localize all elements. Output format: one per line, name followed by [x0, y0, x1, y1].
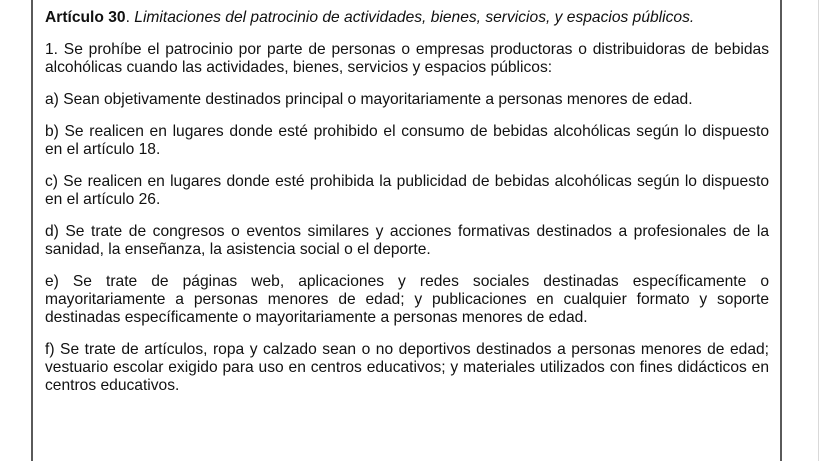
- paragraph-b: b) Se realicen en lugares donde esté prohibido el consumo de bebidas alcohólicas según lo dispuesto en el artículo 18.: [45, 123, 769, 158]
- paragraph-d: d) Se trate de congresos o eventos similares y acciones formativas destinados a profesionales de la sanidad, la enseñanza, la asistencia social o el deporte.: [45, 223, 769, 258]
- document-page: [31, 0, 782, 461]
- article-title: Limitaciones del patrocinio de actividades, bienes, servicios, y espacios públicos.: [134, 9, 695, 26]
- paragraph-c: c) Se realicen en lugares donde esté prohibida la publicidad de bebidas alcohólicas según lo dispuesto en el artículo 26.: [45, 173, 769, 208]
- page-edge-divider: [818, 0, 819, 461]
- article-content: [45, 9, 769, 409]
- paragraph-e: e) Se trate de páginas web, aplicaciones y redes sociales destinadas específicamente o mayoritariamente a personas menores de edad; y publicaciones en cualquier formato y soporte destinadas específicamente o mayoritariamente a personas menores de edad.: [45, 273, 769, 326]
- article-number: Artículo 30: [45, 9, 126, 26]
- paragraph-f: f) Se trate de artículos, ropa y calzado sean o no deportivos destinados a personas menores de edad; vestuario escolar exigido para uso en centros educativos; y materiales utilizados con fines didácticos en centros educativos.: [45, 341, 769, 394]
- article-separator: .: [125, 9, 135, 26]
- paragraph-1: 1. Se prohíbe el patrocinio por parte de personas o empresas productoras o distribuidoras de bebidas alcohólicas cuando las actividades, bienes, servicios y espacios públicos:: [45, 41, 769, 76]
- article-heading: [45, 9, 769, 27]
- paragraph-a: a) Sean objetivamente destinados principal o mayoritariamente a personas menores de edad.: [45, 91, 693, 108]
